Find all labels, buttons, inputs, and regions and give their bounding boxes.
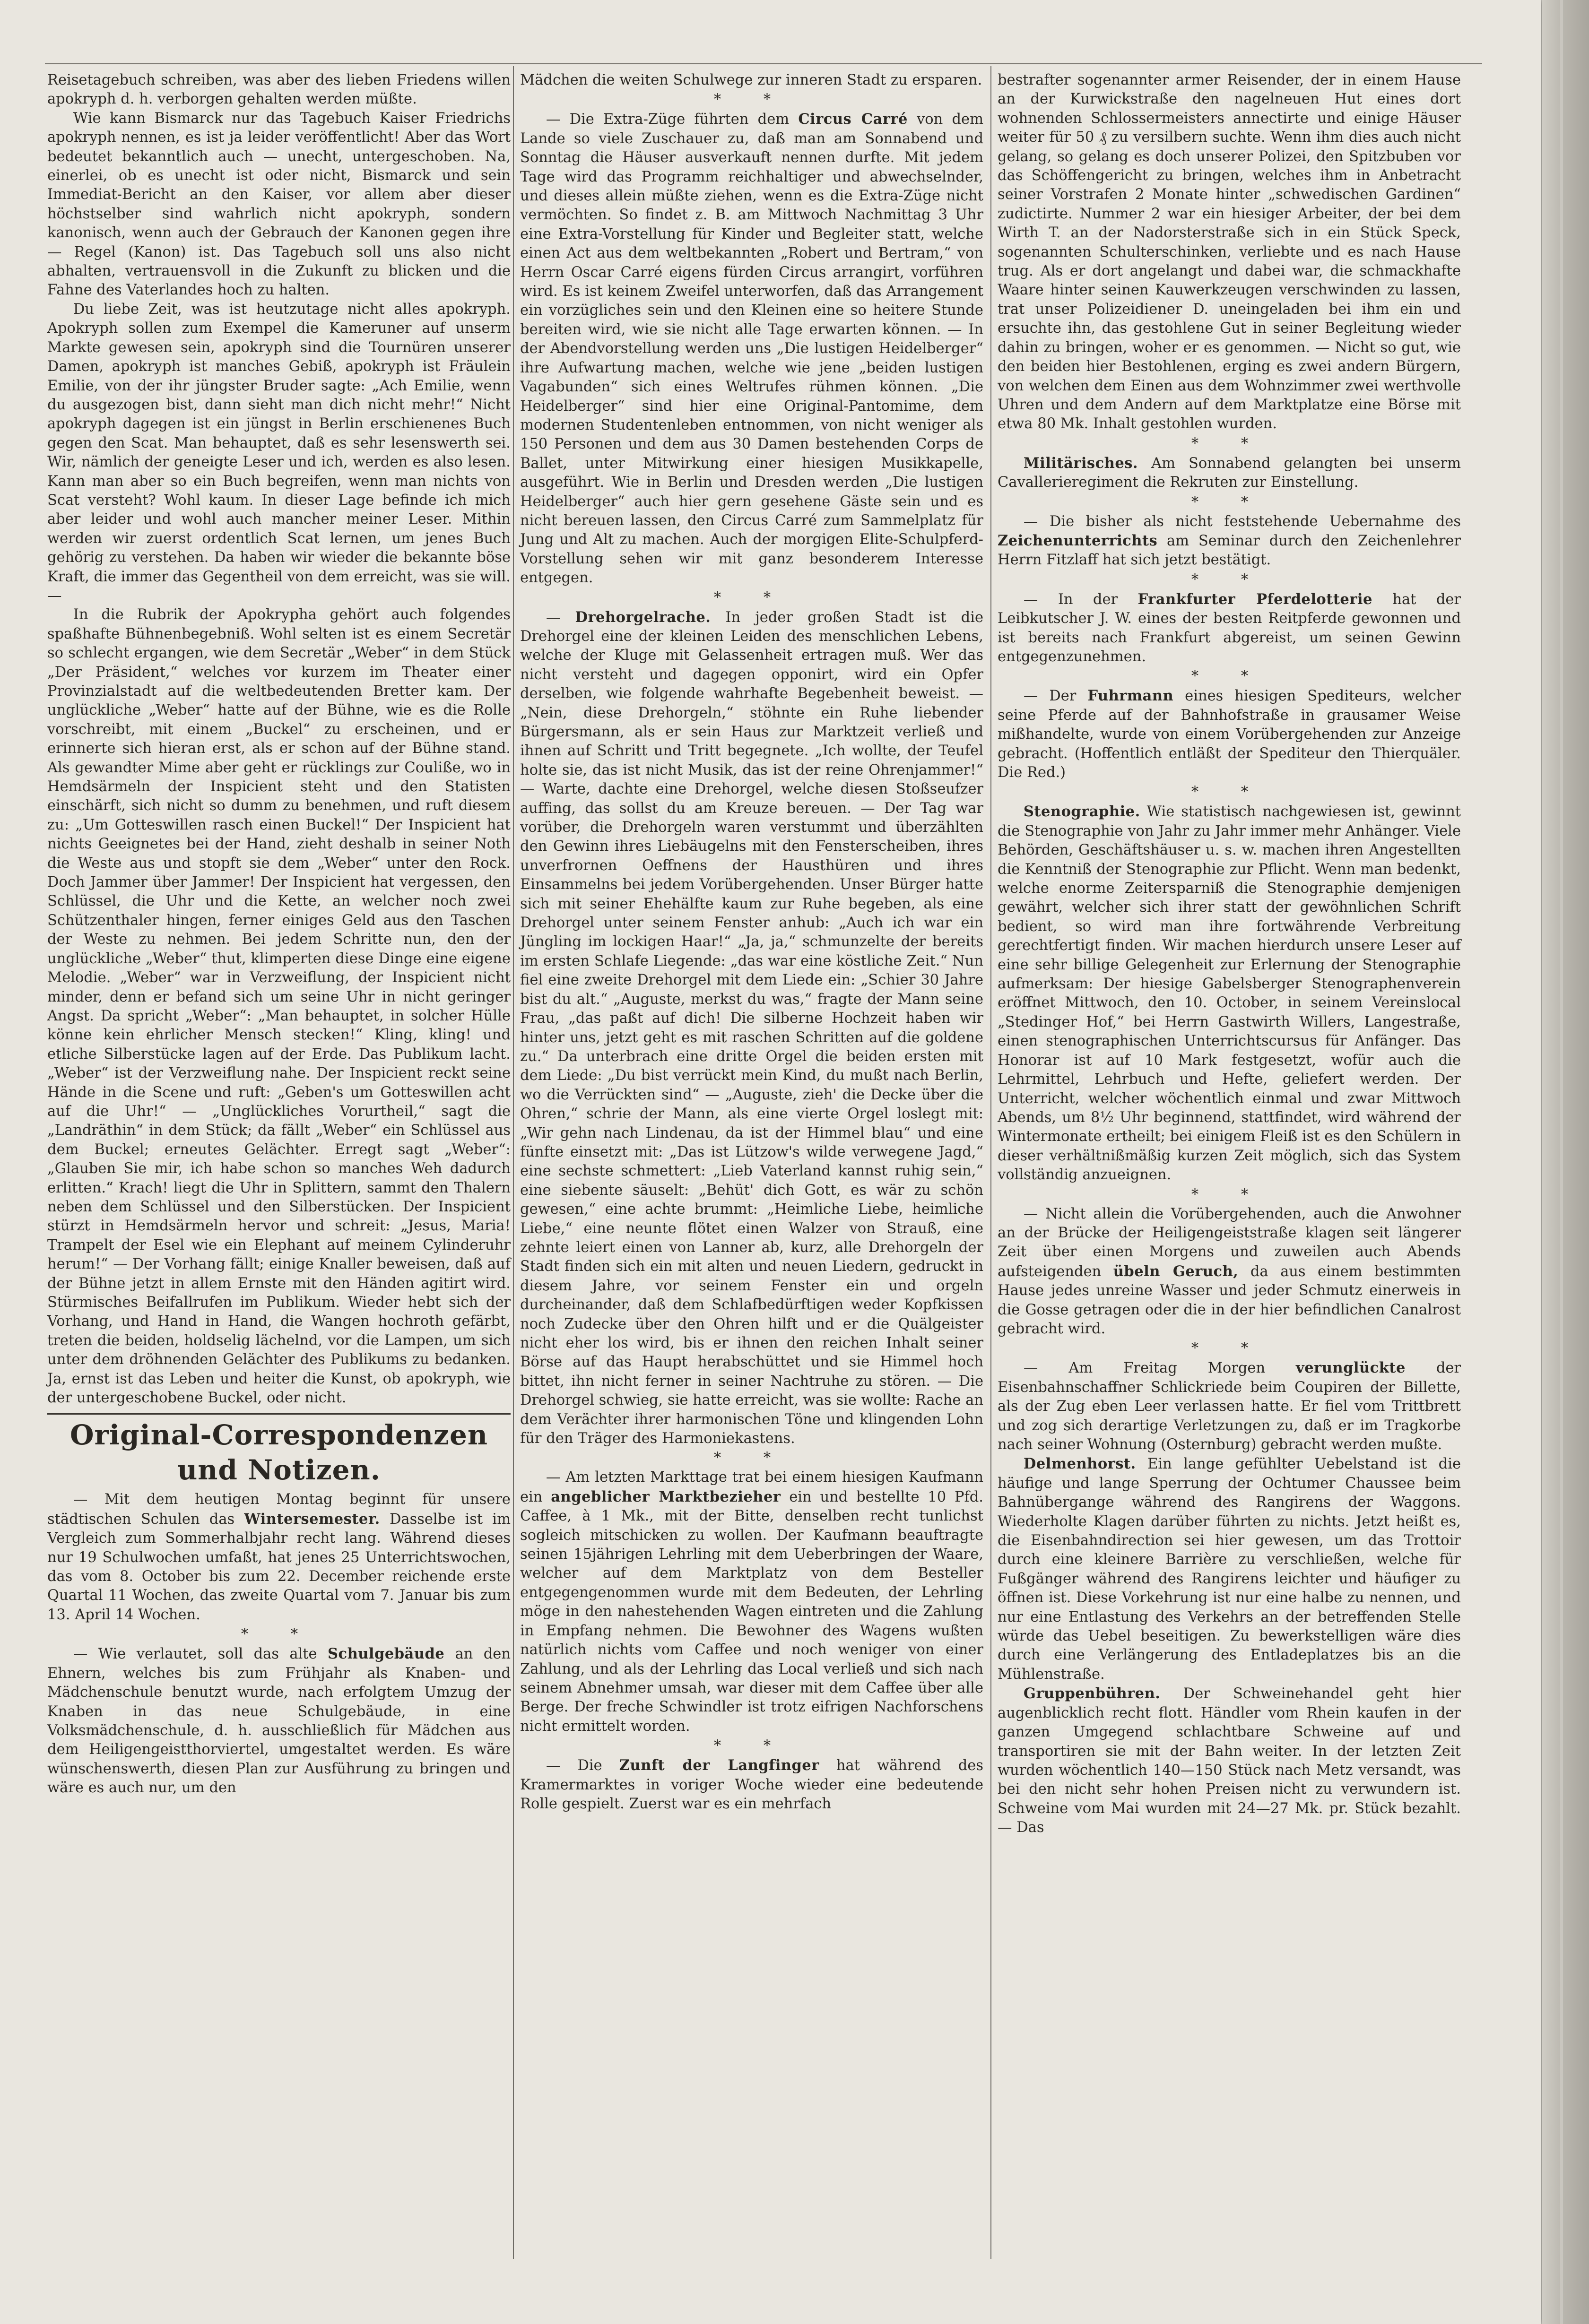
paragraph: In die Rubrik der Apokrypha gehört auch folgendes spaßhafte Bühnenbegebniß. Wohl selten ist es einem Secretär so schlecht ergangen, wie dem Secretär „Weber“ in dem Stück „Der Präsident,“ welches vor kurzem im Theater einer Provinzialstadt auf die weltbedeutenden Bretter kam. Der unglückliche „Weber“ hatte auf der Bühne, wie es die Rolle vorschreibt, mit einem „Buckel“ zu erscheinen, und er erinnerte sich hieran erst, als er schon auf der Bühne stand. Als gewandter Mime aber geht er rücklings zur Couliße, wo in Hemdsärmeln der Inspicient steht und den Statisten einschärft, sich nicht so dumm zu benehmen, und ruft diesem zu: „Um Gotteswillen rasch einen Buckel!“ Der Inspicient hat nichts Geeignetes bei der Hand, zieht deshalb in seiner Noth die Weste aus und stopft sie dem „Weber“ unter den Rock. Doch Jammer über Jammer! Der Inspicient hat vergessen, den Schlüssel, die Uhr und die Kette, an welcher noch zwei Schützenthaler hingen, ferner einiges Geld aus den Taschen der Weste zu nehmen. Bei jedem Schritte nun, den der unglückliche „Weber“ thut, klimperten diese Dinge eine eigene Melodie. „Weber“ war in Verzweiflung, der Inspicient nicht minder, denn er befand sich um seine Uhr in nicht geringer Angst. Da spricht „Weber“: „Man behauptet, in solcher Hülle könne kein ehrlicher Mensch stecken!“ Kling, kling! und etliche Silberstücke lagen auf der Erde. Das Publikum lacht. „Weber“ ist der Verzweiflung nahe. Der Inspicient reckt seine Hände in die Scene und ruft: „Geben's um Gotteswillen acht auf die Uhr!“ — „Unglückliches Vorurtheil,“ sagt die „Landräthin“ in dem Stück; da fällt „Weber“ ein Schlüssel aus dem Buckel; erneutes Gelächter. Erregt sagt „Weber“: „Glauben Sie mir, ich habe schon so manches Weh dadurch erlitten.“ Krach! liegt die Uhr in Splittern, sammt den Thalern neben dem Schlüssel und den Silberstücken. Der Inspicient stürzt in Hemdsärmeln hervor und schreit: „Jesus, Maria! Trampelt der Esel wie ein Elephant auf meinem Cylinderuhr herum!“ — Der Vorhang fällt; einige Knaller beweisen, daß auf der Bühne jetzt in allem Ernste mit den Händen agitirt wird. Stürmisches Beifallrufen im Publikum. Wieder hebt sich der Vorhang, und Hand in Hand, die Wangen hochroth gefärbt, treten die beiden, holdselig lächelnd, vor die Lampen, um sich unter dem dröhnenden Gelächter des Publikums zu bedanken. Ja, ernst ist das Leben und heiter die Kunst, ob apokryph, wie der untergeschobene Buckel, oder nicht.: [47, 606, 511, 1407]
keyword: Fuhrmann: [1087, 687, 1174, 705]
separator: * *: [1191, 784, 1268, 801]
text-run: hat während des Kramermarktes in voriger Woche wieder eine bedeutende Rolle gespielt. Zuerst war es ein mehrfach: [520, 1757, 983, 1812]
paragraph: Mädchen die weiten Schulwege zur inneren Stadt zu ersparen.: [520, 72, 982, 88]
paragraph: [520, 110, 983, 587]
text-run: — In der: [1023, 591, 1118, 608]
paragraph: bestrafter sogenannter armer Reisender, der in einem Hause an der Kurwickstraße den nagelneuen Hut eines dort wohnenden Schlossermeisters annectirte und einige Häuser weiter für 50 ₰ zu versilbern suchte. Wenn ihm dies auch nicht gelang, so gelang es doch unserer Polizei, den Spitzbuben vor das Schöffengericht zu bringen, welches ihm in Anbetracht seiner Vorstrafen 2 Monate hinter „schwedischen Gardinen“ zudictirte. Nummer 2 war ein hiesiger Arbeiter, der bei dem Wirth T. an der Nadorsterstraße sich in ein Stück Speck, sogenannten Schulterschinken, verliebte und es nach Hause trug. Als er dort angelangt und dabei war, die schmackhafte Waare hinter seinen Kauwerkzeugen verschwinden zu lassen, trat unser Polizeidiener D. uneingeladen bei ihm ein und ersuchte ihn, das gestohlene Gut in seiner Begleitung wieder dahin zu bringen, woher er es genommen. — Nicht so gut, wie den beiden hier Bestohlenen, erging es zwei andern Bürgern, von welchen dem Einen aus dem Wohnzimmer zwei werthvolle Uhren und dem Andern auf dem Marktplatze eine Börse mit etwa 80 Mk. Inhalt gestohlen wurden.: [998, 72, 1461, 432]
separator: * *: [713, 91, 790, 108]
text-run: eines hiesigen Spediteurs, welcher seine Pferde auf der Bahnhofstraße in grausamer Weise mißhandelte, wurde von einem Vorübergehenden zur Anzeige gebracht. (Hoffentlich entläßt der Spediteur den Thierquäler. Die Red.): [998, 688, 1461, 781]
column-rule-1: [513, 66, 514, 2259]
column-2: [520, 71, 983, 1814]
text-run: Am Sonnabend gelangten bei unserm Cavallerieregiment die Rekruten zur Einstellung.: [998, 455, 1461, 491]
separator: * *: [1191, 1340, 1268, 1357]
text-run: ein und bestellte 10 Pfd. Caffee, à 1 Mk., mit der Bitte, denselben recht tunlichst sogleich mitschicken zu wollen. Der Kaufmann beauftragte seinen 15jährigen Lehrling mit dem Ueberbringen der Waare, welcher auf dem Marktplatz von dem Besteller entgegengenommen wurde mit dem Bedeuten, der Lehrling möge in den nahestehenden Wagen eintreten und die Zahlung in Empfang nehmen. Die Bewohner des Wagens wußten natürlich nichts vom Caffee und noch weniger von einer Zahlung, und als der Lehrling das Local verließ und sich nach seinem Abnehmer umsah, war dieser mit dem Caffee über alle Berge. Der freche Schwindler ist trotz eifrigen Nachforschens nicht ermittelt worden.: [520, 1488, 983, 1735]
keyword: Zeichenunterrichts: [998, 532, 1158, 549]
separator: * *: [1191, 668, 1268, 685]
keyword: Delmenhorst.: [1023, 1455, 1136, 1473]
keyword: verunglückte: [1296, 1359, 1406, 1377]
text-run: — Am Freitag Morgen: [1023, 1360, 1266, 1377]
paragraph: [520, 1756, 983, 1814]
keyword: Frankfurter Pferdelotterie: [1137, 590, 1372, 608]
text-run: In jeder großen Stadt ist die Drehorgel eine der kleinen Leiden des menschlichen Lebens, welche der Kluge mit Gelassenheit ertragen muß. Wer das nicht versteht und dagegen opponirt, wird ein Opfer derselben, wie folgende wahrhafte Begebenheit beweist. — „Nein, diese Drehorgeln,“ stöhnte ein Ruhe liebender Bürgersmann, als er sein Haus zur Marktzeit verließ und ihnen auf Schritt und Tritt begegnete. „Ich wollte, der Teufel holte sie, das ist nicht Musik, das ist der reine Ohrenjammer!“ — Warte, dachte eine Drehorgel, welche diesen Stoßseufzer auffing, das sollst du am Kreuze bereuen. — Der Tag war vorüber, die Drehorgeln waren verstummt und überzählten den Gewinn ihres Liebäugelns mit den Fensterscheiben, ihres unverfrornen Oeffnens der Hausthüren und ihres Einsammelns bei jedem Vorübergehenden. Unser Bürger hatte sich mit seiner Ehehälfte kaum zur Ruhe begeben, als eine Drehorgel unter seinem Fenster anhub: „Auch ich war ein Jüngling im lockigen Haar!“ „Ja, ja,“ schmunzelte der bereits im ersten Schlafe Liegende: „das war eine köstliche Zeit.“ Nun fiel eine zweite Drehorgel mit dem Liede ein: „Schier 30 Jahre bist du alt.“ „Auguste, merkst du was,“ fragte der Mann seine Frau, „das paßt auf dich! Die silberne Hochzeit haben wir hinter uns, jetzt geht es mit raschen Schritten auf die goldene zu.“ Da unterbrach eine dritte Orgel die beiden ersten mit dem Liede: „Du bist verrückt mein Kind, du mußt nach Berlin, wo die Verrückten sind“ — „Auguste, zieh' die Decke über die Ohren,“ schrie der Mann, als eine vierte Orgel loslegt mit: „Wir gehn nach Lindenau, da ist der Himmel blau“ und eine fünfte einsetzt mit: „Das ist Lützow's wilde verwegene Jagd,“ eine sechste schmettert: „Lieb Vaterland kannst ruhig sein,“ eine siebente säuselt: „Behüt' dich Gott, es wär zu schön gewesen,“ eine achte brummt: „Heimliche Liebe, heimliche Liebe,“ eine neunte flötet einen Walzer von Strauß, eine zehnte leiert einen von Lanner ab, kurz, alle Drehorgeln der Stadt finden sich ein mit alten und neuen Liedern, gedruckt in diesem Jahre, vor seinem Fenster ein und orgeln durcheinander, daß dem Schlafbedürftigen weder Kopfkissen noch Zudecke über den Ohren hilft und er die Quälgeister nicht eher los wird, bis er ihnen den reichen Inhalt seiner Börse auf das Haupt herabschüttet und sie Himmel hoch bittet, ihn nicht ferner in seiner Nachtruhe zu stören. — Die Drehorgel schwieg, sie hatte erreicht, was sie wollte: Rache an dem Verächter ihrer harmonischen Töne und klingenden Lohn für den Träger des Harmoniekastens.: [520, 609, 984, 1447]
column-rule-2: [990, 66, 991, 2259]
text-run: an den Ehnern, welches bis zum Frühjahr als Knaben- und Mädchenschule benutzt wurde, nach erfolgtem Umzug der Knaben in das neue Schulgebäude, in eine Volksmädchenschule, d. h. ausschließlich für Mädchen aus dem Heiligengeistthorviertel, umgestaltet werden. Es wäre wünschenswerth, diesen Plan zur Ausführung zu bringen und wäre es auch nur, um den: [47, 1646, 511, 1797]
text-run: der Eisenbahnschaffner Schlickriede beim Coupiren der Billette, als der Zug eben Leer verlassen hatte. Er fiel vom Trittbrett und zog sich derartige Verletzungen zu, daß er im Tragkorbe nach seiner Wohnung (Osternburg) gebracht werden mußte.: [998, 1360, 1461, 1453]
keyword: Drehorgelrache.: [575, 608, 711, 626]
section-title: Original-Correspondenzen und Notizen.: [47, 1413, 511, 1487]
text-run: — Die Extra-Züge führten dem: [546, 111, 790, 128]
column-3: [998, 71, 1461, 1838]
text-run: von dem Lande so viele Zuschauer zu, daß man am Sonnabend und Sonntag die Häuser ausverkauft nennen durfte. Mit jedem Tage wird das Programm reichhaltiger und abwechselnder, und dieses allein müßte ziehen, wenn es die Extra-Züge nicht vermöchten. So findet z. B. am Mittwoch Nachmittag 3 Uhr eine Extra-Vorstellung für Kinder und Begleiter statt, welche einen Act aus dem weltbekannten „Robert und Bertram,“ von Herrn Oscar Carré eigens fürden Circus arrangirt, vorführen wird. Es ist keinem Zweifel unterworfen, daß das Arrangement ein vorzügliches sein und den Kleinen eine so heitere Stunde bereiten wird, wie sie nicht alle Tage erwarten können. — In der Abendvorstellung werden uns „Die lustigen Heidelberger“ ihre Aufwartung machen, welche wie jene „beiden lustigen Vagabunden“ sich eines Weltrufes rühmen können. „Die Heidelberger“ sind hier eine Original-Pantomime, dem modernen Studentenleben entnommen, von nicht weniger als 150 Personen und dem aus 30 Damen bestehenden Corps de Ballet, unter Mitwirkung einer hiesigen Musikkapelle, ausgeführt. Wie in Berlin und Dresden werden „Die lustigen Heidelberger“ auch hier gern gesehene Gäste sein und es nicht bereuen lassen, den Circus Carré zum Sammelplatz für Jung und Alt zu machen. Auch der morgigen Elite-Schulpferd-Vorstellung sehen wir mit ganz besonderem Interesse entgegen.: [520, 111, 983, 587]
text-run: — Am letzten Markttage trat bei einem hiesigen Kaufmann ein: [520, 1469, 983, 1505]
text-run: Wie statistisch nachgewiesen ist, gewinnt die Stenographie von Jahr zu Jahr immer mehr Anhänger. Viele Behörden, Geschäftshäuser u. s. w. machen ihren Angestellten die Kenntniß der Stenographie zur Pflicht. Wenn man bedenkt, welche enorme Zeitersparniß die Stenographie demjenigen gewährt, welcher sich ihrer statt der gewöhnlichen Schrift bedient, so wird man ihre fortwährende Verbreitung gerechtfertigt finden. Wir machen hierdurch unsere Leser auf eine sehr billige Gelegenheit zur Erlernung der Stenographie aufmerksam: Der hiesige Gabelsberger Stenographenverein eröffnet Mittwoch, den 10. October, in seinem Vereinslocal „Stedinger Hof,“ bei Herrn Gastwirth Willers, Langestraße, einen stenographischen Unterrichtscursus für Anfänger. Das Honorar ist auf 10 Mark festgesetzt, wofür auch die Lehrmittel, Lehrbuch und Hefte, geliefert werden. Der Unterricht, welcher wöchentlich einmal und zwar Mittwoch Abends, um 8½ Uhr beginnend, stattfindet, wird während der Wintermonate ertheilt; bei einigem Fleiß ist es den Schülern in dieser verhältnißmäßig kurzen Zeit möglich, sich das System vollständig anzueignen.: [998, 803, 1461, 1184]
paragraph: Du liebe Zeit, was ist heutzutage nicht alles apokryph. Apokryph sollen zum Exempel die Kameruner auf unserm Markte gewesen sein, apokryph sind die Tournüren unserer Damen, apokryph ist manches Gebiß, apokryph ist Fräulein Emilie, von der ihr jüngster Bruder sagte: „Ach Emilie, wenn du ausgezogen bist, dann sieht man dich nicht mehr!“ Nicht apokryph dagegen ist ein jüngst in Berlin erschienenes Buch gegen den Scat. Man behauptet, daß es sehr lesenswerth sei. Wir, nämlich der geneigte Leser und ich, werden es also lesen. Kann man aber so ein Buch begreifen, wenn man nichts von Scat versteht? Wohl kaum. In dieser Lage befinde ich mich aber leider und wohl auch mancher meiner Leser. Mithin werden wir zuerst ordentlich Scat lernen, um jenes Buch gehörig zu verstehen. Da haben wir wieder die bekannte böse Kraft, die immer das Gegentheil von dem erreicht, was sie will. —: [47, 301, 511, 604]
paragraph: [998, 512, 1461, 570]
paragraph: [998, 1684, 1461, 1837]
paragraph: [998, 1454, 1461, 1684]
text-run: — Der: [1023, 688, 1077, 705]
keyword: Wintersemester.: [244, 1510, 380, 1528]
column-1: [47, 71, 511, 1798]
keyword: Militärisches.: [1023, 454, 1138, 472]
text-run: —: [546, 609, 561, 626]
keyword: angeblicher Marktbezieher: [551, 1488, 781, 1505]
paragraph: [998, 1358, 1461, 1454]
text-run: — Die bisher als nicht feststehende Uebernahme des: [1023, 513, 1461, 530]
paragraph: Reisetagebuch schreiben, was aber des lieben Friedens willen apokryph d. h. verborgen gehalten werden müßte.: [47, 72, 511, 108]
paragraph: [47, 1644, 511, 1797]
paragraph: [998, 1205, 1461, 1339]
separator: * *: [1191, 493, 1268, 510]
text-run: — Die: [546, 1757, 602, 1774]
text-run: Der Schweinehandel geht hier augenblicklich recht flott. Händler vom Rhein kaufen in der ganzen Umgegend schlachtbare Schweine auf und transportiren sie mit der Bahn weiter. In der letzten Zeit wurden wöchentlich 140—150 Stück nach Metz versandt, was bei den nicht sehr hohen Preisen nicht zu verwundern ist. Schweine vom Mai wurden mit 24—27 Mk. pr. Stück bezahlt. — Das: [998, 1685, 1461, 1836]
paragraph: [998, 590, 1461, 667]
book-edge: [1542, 0, 1560, 2324]
text-run: Ein lange gefühlter Uebelstand ist die häufige und lange Sperrung der Ochtumer Chaussee beim Bahnübergange während des Rangirens der Waggons. Wiederholte Klagen darüber führten zu nichts. Jetzt heißt es, die Eisenbahndirection sei hier gewesen, um das Trottoir durch eine kleinere Barrière zu verschließen, welche für Fußgänger während des Rangirens leichter und häufiger zu öffnen ist. Diese Vorkehrung ist nur eine halbe zu nennen, und nur eine Entlastung des Verkehrs an der betreffenden Stelle würde das Uebel beseitigen. Zu bewerkstelligen wäre dies durch eine Verlängerung des Entladeplatzes bis an die Mühlenstraße.: [998, 1456, 1461, 1683]
paragraph: [47, 1490, 511, 1624]
separator: * *: [1191, 1186, 1268, 1203]
separator: * *: [241, 1626, 317, 1643]
paragraph: [998, 686, 1461, 782]
keyword: Stenographie.: [1023, 803, 1140, 821]
paragraph: [998, 454, 1461, 492]
text-run: — Nicht allein die Vorübergehenden, auch die Anwohner an der Brücke der Heiligengeiststraße klagen seit längerer Zeit über einen Morgens und zuweilen auch Abends aufsteigenden: [998, 1205, 1461, 1280]
keyword: Zunft der Langfinger: [619, 1757, 819, 1774]
paragraph: [520, 608, 983, 1449]
keyword: übeln Geruch,: [1113, 1262, 1239, 1280]
paragraph: Wie kann Bismarck nur das Tagebuch Kaiser Friedrichs apokryph nennen, es ist ja leider veröffentlicht! Aber das Wort bedeutet bekanntlich auch — unecht, untergeschoben. Na, einerlei, ob es unecht ist oder nicht, Bismarck und sein Immediat-Bericht an den Kaiser, vor allem aber dieser höchstselber sind wahrlich nicht apokryph, sondern kanonisch, wenn auch der Gebrauch der Kanonen gegen ihre — Regel (Kanon) ist. Das Tagebuch soll uns also nicht abhalten, vertrauensvoll in die Zukunft zu blicken und die Fahne des Vaterlandes hoch zu halten.: [47, 110, 511, 299]
top-rule: [45, 63, 1482, 64]
separator: * *: [713, 589, 790, 606]
paragraph: [998, 802, 1461, 1184]
keyword: Circus Carré: [798, 111, 908, 128]
separator: * *: [713, 1450, 790, 1467]
keyword: Schulgebäude: [327, 1645, 445, 1663]
text-run: am Seminar durch den Zeichenlehrer Herrn Fitzlaff hat sich jetzt bestätigt.: [998, 532, 1461, 569]
text-run: da aus einem bestimmten Hause jedes unreine Wasser und jeder Schmutz einerweis in die Gosse getragen oder die in der hier befindlichen Canalrost gebracht wird.: [998, 1263, 1461, 1337]
keyword: Gruppenbühren.: [1023, 1685, 1161, 1702]
separator: * *: [713, 1737, 790, 1754]
text-run: — Mit dem heutigen Montag beginnt für unsere städtischen Schulen das: [47, 1491, 511, 1528]
text-run: Dasselbe ist im Vergleich zum Sommerhalbjahr recht lang. Während dieses nur 19 Schulwochen umfaßt, hat jenes 25 Unterrichtswochen, das vom 8. October bis zum 22. December reichende erste Quartal 11 Wochen, das zweite Quartal vom 7. Januar bis zum 13. April 14 Wochen.: [47, 1511, 511, 1623]
separator: * *: [1191, 571, 1268, 588]
book-edge: [1563, 0, 1589, 2324]
paragraph: [520, 1468, 983, 1736]
separator: * *: [1191, 435, 1268, 452]
text-run: — Wie verlautet, soll das alte: [73, 1646, 317, 1663]
text-run: hat der Leibkutscher J. W. eines der besten Reitpferde gewonnen und ist bereits nach Frankfurt abgereist, um seinen Gewinn entgegenzunehmen.: [998, 591, 1461, 665]
